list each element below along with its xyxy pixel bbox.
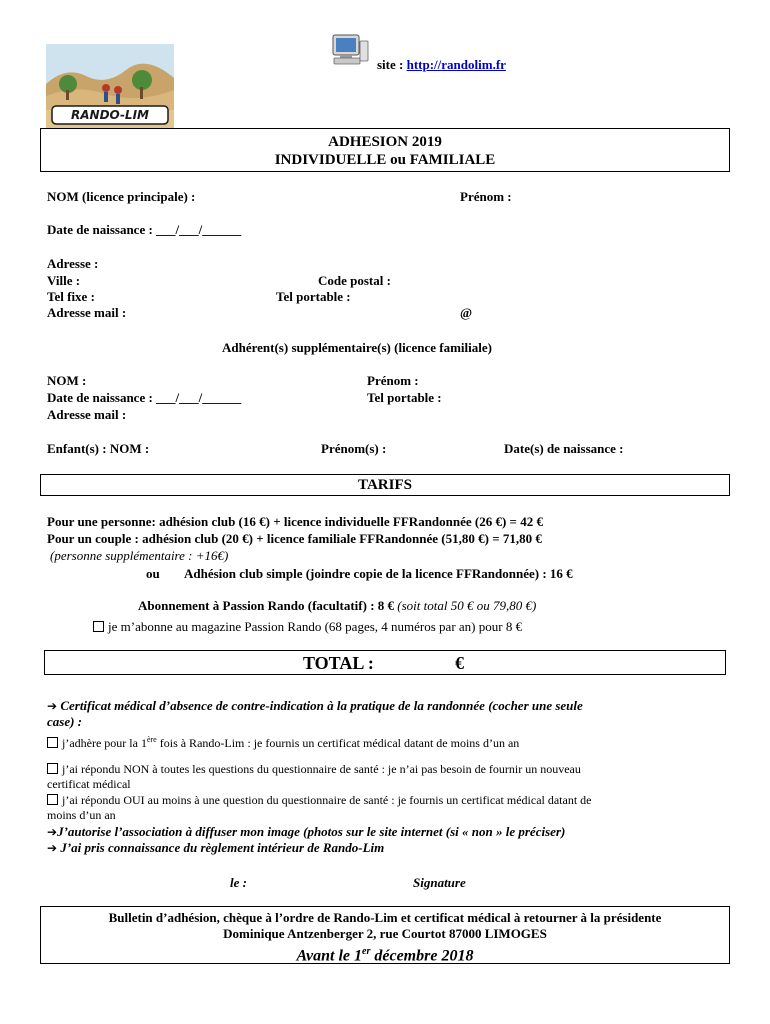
certificat-heading-2: case) :	[47, 714, 83, 729]
tarifs-heading: TARIFS	[358, 477, 412, 493]
certificat-option-2	[47, 762, 747, 777]
enfants-dob-label: Date(s) de naissance :	[504, 441, 624, 456]
certificat-option-2-checkbox[interactable]	[47, 763, 58, 774]
certificat-option-3-text: j’ai répondu OUI au moins à une question du questionnaire de santé : je fournis un certificat médical datant de	[62, 793, 592, 807]
abonnement-label: Abonnement à Passion Rando (facultatif) : 8 €	[138, 598, 395, 613]
dob-principal-label: Date de naissance : ___/___/______	[47, 222, 242, 237]
title-line-1: ADHESION 2019	[328, 134, 442, 150]
autorisation-image	[47, 824, 747, 840]
prenom-principal-label: Prénom :	[460, 189, 512, 204]
extra-nom-label: NOM :	[47, 373, 87, 388]
certificat-option-2-cont: certificat médical	[47, 777, 131, 791]
tarifs-box	[40, 474, 730, 496]
computer-icon	[330, 33, 370, 67]
certificat-option-2-text: j’ai répondu NON à toutes les questions du questionnaire de santé : je n’ai pas besoin de fournir un nouveau	[62, 762, 581, 776]
tel-fixe-label: Tel fixe :	[47, 289, 95, 304]
footer-deadline-b: décembre 2018	[370, 947, 474, 965]
enfants-nom-label: Enfant(s) : NOM :	[47, 441, 150, 456]
tarif-personne-detail: : adhésion club (16 €) + licence individuelle FFRandonnée (26 €) = 42 €	[151, 514, 543, 529]
autorisation-reglement	[47, 840, 747, 856]
title-box	[40, 128, 730, 172]
abonnement-total: (soit total 50 € ou 79,80 €)	[394, 598, 537, 613]
total-currency: €	[455, 653, 464, 673]
extra-prenom-label: Prénom :	[367, 373, 419, 388]
extra-members-heading: Adhérent(s) supplémentaire(s) (licence familiale)	[222, 340, 492, 355]
footer-line-1: Bulletin d’adhésion, chèque à l’ordre de Rando-Lim et certificat médical à retourner à la présidente	[108, 910, 662, 925]
total-box	[44, 650, 726, 675]
nom-principal-label: NOM (licence principale) :	[47, 189, 196, 204]
adresse-label: Adresse :	[47, 256, 99, 271]
autorisation-image-text: J’autorise l’association à diffuser mon image (photos sur le site internet (si « non » le préciser)	[57, 824, 566, 839]
tarif-simple: Adhésion club simple (joindre copie de la licence FFRandonnée) : 16 €	[184, 566, 573, 581]
certificat-option-3-cont: moins d’un an	[47, 808, 116, 822]
extra-mail-label: Adresse mail :	[47, 407, 127, 422]
abonnement-checkbox[interactable]	[93, 621, 104, 632]
certificat-option-3	[47, 793, 747, 808]
site-line	[377, 57, 506, 73]
footer-line-3	[41, 942, 729, 965]
tarif-personne-label: Pour une personne	[47, 514, 152, 529]
certificat-option-1-checkbox[interactable]	[47, 737, 58, 748]
certificat-option-1-text-b: fois à Rando-Lim : je fournis un certificat médical datant de moins d’un an	[156, 736, 520, 750]
arrow-right-icon: ➔	[47, 825, 58, 839]
tarif-personne	[47, 514, 747, 530]
certificat-heading-1	[47, 698, 747, 714]
code-postal-label: Code postal :	[318, 273, 391, 288]
certificat-option-1-text-a: j’adhère pour la 1	[62, 736, 147, 750]
tel-portable-label: Tel portable :	[276, 289, 351, 304]
extra-tel-portable-label: Tel portable :	[367, 390, 442, 405]
arrow-right-icon: ➔	[47, 841, 58, 855]
at-sign: @	[460, 305, 473, 320]
logo-text: RANDO-LIM	[71, 108, 149, 122]
mail-label: Adresse mail :	[47, 305, 127, 320]
enfants-prenom-label: Prénom(s) :	[321, 441, 387, 456]
ville-label: Ville :	[47, 273, 81, 288]
abonnement-checkbox-label: je m’abonne au magazine Passion Rando (68 pages, 4 numéros par an) pour 8 €	[108, 619, 523, 634]
footer-deadline-sup: er	[362, 946, 371, 957]
abonnement-option	[93, 619, 713, 635]
tarif-couple: Pour un couple : adhésion club (20 €) + licence familiale FFRandonnée (51,80 €) = 71,80 €	[47, 531, 542, 546]
footer-box	[40, 906, 730, 964]
certificat-option-3-checkbox[interactable]	[47, 794, 58, 805]
site-link[interactable]: http://randolim.fr	[406, 57, 506, 72]
title-line-2: INDIVIDUELLE ou FAMILIALE	[274, 152, 496, 168]
club-logo	[46, 44, 174, 128]
arrow-right-icon: ➔	[47, 699, 58, 713]
footer-line-2: Dominique Antzenberger 2, rue Courtot 87000 LIMOGES	[223, 926, 547, 941]
date-label: le :	[230, 875, 247, 890]
tarif-supplementaire: (personne supplémentaire : +16€)	[50, 548, 229, 563]
signature-label: Signature	[413, 875, 466, 890]
abonnement-line	[138, 598, 758, 614]
extra-dob-label: Date de naissance : ___/___/______	[47, 390, 242, 405]
footer-deadline-a: Avant le 1	[296, 947, 363, 965]
tarif-ou: ou	[146, 566, 160, 581]
autorisation-reglement-text: J’ai pris connaissance du règlement intérieur de Rando-Lim	[60, 840, 385, 855]
certificat-heading-text: Certificat médical d’absence de contre-indication à la pratique de la randonnée (cocher une seule	[60, 698, 583, 713]
certificat-option-1-sup: ère	[146, 735, 157, 744]
total-label: TOTAL :	[303, 653, 374, 673]
certificat-option-1	[47, 732, 747, 751]
site-label: site :	[377, 57, 407, 72]
